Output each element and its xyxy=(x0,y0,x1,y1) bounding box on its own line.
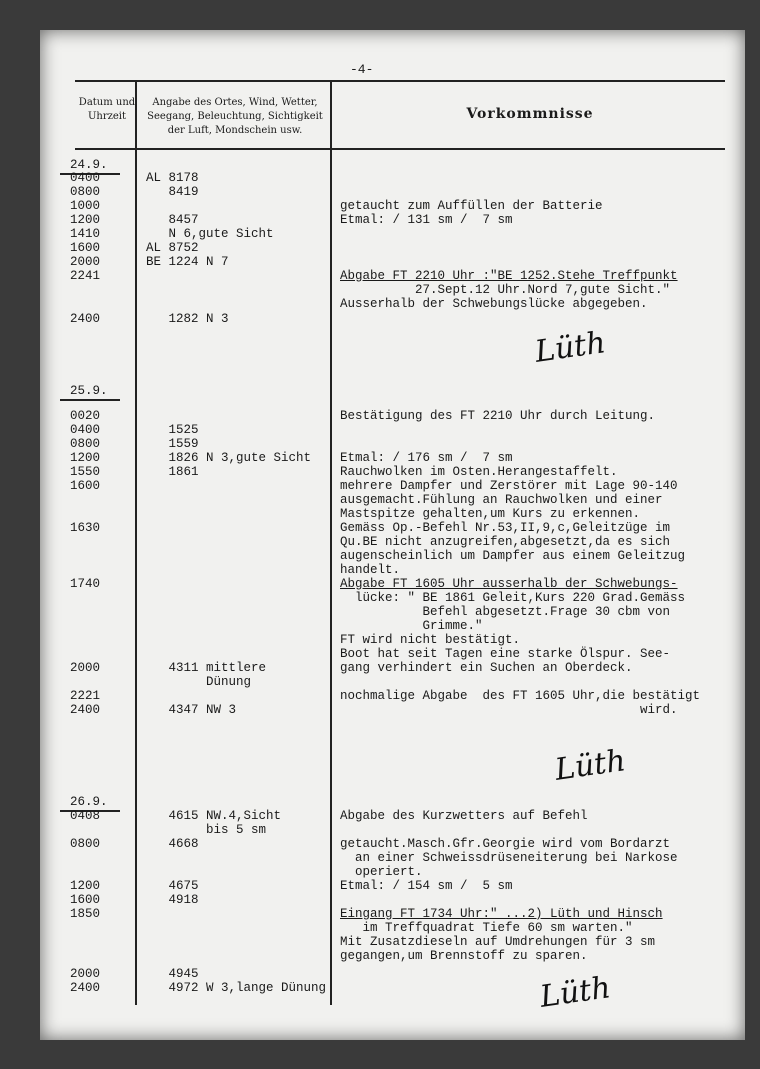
event-cell: Abgabe FT 1605 Uhr ausserhalb der Schwebungs- xyxy=(340,577,678,591)
position-cell: bis 5 sm xyxy=(146,823,267,837)
position-cell: 8457 xyxy=(146,213,199,227)
time-cell: 1550 xyxy=(70,465,101,479)
column-divider-1 xyxy=(135,80,137,1005)
signature-1: Lüth xyxy=(532,325,608,370)
time-cell: 1600 xyxy=(70,479,101,493)
time-cell: 0400 xyxy=(70,171,101,185)
time-cell: 2000 xyxy=(70,967,101,981)
event-cell: lücke: " BE 1861 Geleit,Kurs 220 Grad.Gemäss xyxy=(340,591,686,605)
position-cell: 4311 mittlere xyxy=(146,661,267,675)
position-cell: 4615 NW.4,Sicht xyxy=(146,809,282,823)
position-cell: 1559 xyxy=(146,437,199,451)
column-divider-2 xyxy=(330,80,332,1005)
header-angabe: Angabe des Ortes, Wind, Wetter, Seegang, Beleuchtung, Sichtigkeit der Luft, Mondschein usw. xyxy=(147,97,323,136)
position-cell: AL 8752 xyxy=(146,241,199,255)
event-cell: getaucht.Masch.Gfr.Georgie wird vom Bordarzt xyxy=(340,837,671,851)
event-cell: Ausserhalb der Schwebungslücke abgegeben. xyxy=(340,297,648,311)
position-cell: 4918 xyxy=(146,893,199,907)
position-cell: N 6,gute Sicht xyxy=(146,227,274,241)
event-cell: Mastspitze gehalten,um Kurs zu erkennen. xyxy=(340,507,641,521)
time-cell: 1630 xyxy=(70,521,101,535)
event-cell: Befehl abgesetzt.Frage 30 cbm von xyxy=(340,605,671,619)
event-cell: Rauchwolken im Osten.Herangestaffelt. xyxy=(340,465,618,479)
time-cell: 2000 xyxy=(70,661,101,675)
position-cell: 4945 xyxy=(146,967,199,981)
event-cell: FT wird nicht bestätigt. xyxy=(340,633,521,647)
time-cell: 2241 xyxy=(70,269,101,283)
time-cell: 0400 xyxy=(70,423,101,437)
event-cell: gang verhindert ein Suchen an Oberdeck. xyxy=(340,661,633,675)
time-cell: 1200 xyxy=(70,451,101,465)
event-cell: Abgabe des Kurzwetters auf Befehl xyxy=(340,809,588,823)
time-cell: 0800 xyxy=(70,437,101,451)
event-cell: Abgabe FT 2210 Uhr :"BE 1252.Stehe Treffpunkt xyxy=(340,269,678,283)
time-cell: 2400 xyxy=(70,312,101,326)
event-cell: Grimme." xyxy=(340,619,483,633)
position-cell: 4347 NW 3 xyxy=(146,703,237,717)
position-cell: 1861 xyxy=(146,465,199,479)
time-cell: 2221 xyxy=(70,689,101,703)
event-cell: gegangen,um Brennstoff zu sparen. xyxy=(340,949,588,963)
time-cell: 1740 xyxy=(70,577,101,591)
time-cell: 1200 xyxy=(70,879,101,893)
event-cell: mehrere Dampfer und Zerstörer mit Lage 90-140 xyxy=(340,479,678,493)
header-vorkommnisse: Vorkommnisse xyxy=(466,106,594,122)
time-cell: 1200 xyxy=(70,213,101,227)
event-cell: Eingang FT 1734 Uhr:" ...2) Lüth und Hinsch xyxy=(340,907,663,921)
event-cell: Qu.BE nicht anzugreifen,abgesetzt,da es sich xyxy=(340,535,671,549)
time-cell: 0800 xyxy=(70,837,101,851)
time-cell: 2400 xyxy=(70,981,101,995)
event-cell: nochmalige Abgabe des FT 1605 Uhr,die bestätigt xyxy=(340,689,701,703)
event-cell: Etmal: / 154 sm / 5 sm xyxy=(340,879,513,893)
event-cell: ausgemacht.Fühlung an Rauchwolken und einer xyxy=(340,493,663,507)
signature-2: Lüth xyxy=(552,743,628,788)
position-cell: Dünung xyxy=(146,675,252,689)
header-datum: Datum und Uhrzeit xyxy=(78,97,136,122)
position-cell: BE 1224 N 7 xyxy=(146,255,229,269)
event-cell: wird. xyxy=(340,703,678,717)
event-cell: Etmal: / 131 sm / 7 sm xyxy=(340,213,513,227)
page-number: -4- xyxy=(350,62,374,77)
time-cell: 0408 xyxy=(70,809,101,823)
position-cell: AL 8178 xyxy=(146,171,199,185)
position-cell: 4972 W 3,lange Dünung xyxy=(146,981,327,995)
position-cell: 1525 xyxy=(146,423,199,437)
table-top-rule xyxy=(75,80,725,82)
position-cell: 8419 xyxy=(146,185,199,199)
position-cell: 1826 N 3,gute Sicht xyxy=(146,451,312,465)
time-cell: 2400 xyxy=(70,703,101,717)
time-cell: 0020 xyxy=(70,409,101,423)
position-cell: 4668 xyxy=(146,837,199,851)
time-cell: 1850 xyxy=(70,907,101,921)
event-cell: operiert. xyxy=(340,865,423,879)
time-cell: 1410 xyxy=(70,227,101,241)
event-cell: 27.Sept.12 Uhr.Nord 7,gute Sicht." xyxy=(340,283,671,297)
time-cell: 1600 xyxy=(70,241,101,255)
event-cell: Bestätigung des FT 2210 Uhr durch Leitung. xyxy=(340,409,656,423)
time-cell: 0800 xyxy=(70,185,101,199)
signature-3: Lüth xyxy=(537,970,613,1015)
position-cell: 4675 xyxy=(146,879,199,893)
event-cell: an einer Schweissdrüseneiterung bei Narkose xyxy=(340,851,678,865)
event-cell: Boot hat seit Tagen eine starke Ölspur. See- xyxy=(340,647,671,661)
date-underline xyxy=(60,399,120,401)
time-cell: 2000 xyxy=(70,255,101,269)
event-cell: Mit Zusatzdieseln auf Umdrehungen für 3 sm xyxy=(340,935,656,949)
event-cell: Etmal: / 176 sm / 7 sm xyxy=(340,451,513,465)
date-label: 25.9. xyxy=(70,384,108,398)
position-cell: 1282 N 3 xyxy=(146,312,229,326)
date-label: 26.9. xyxy=(70,795,108,809)
event-cell: im Treffquadrat Tiefe 60 sm warten." xyxy=(340,921,633,935)
time-cell: 1000 xyxy=(70,199,101,213)
event-cell: getaucht zum Auffüllen der Batterie xyxy=(340,199,603,213)
event-cell: handelt. xyxy=(340,563,401,577)
table-header-rule xyxy=(75,148,725,150)
date-label: 24.9. xyxy=(70,158,108,172)
event-cell: Gemäss Op.-Befehl Nr.53,II,9,c,Geleitzüge im xyxy=(340,521,671,535)
time-cell: 1600 xyxy=(70,893,101,907)
event-cell: augenscheinlich um Dampfer aus einem Geleitzug xyxy=(340,549,686,563)
